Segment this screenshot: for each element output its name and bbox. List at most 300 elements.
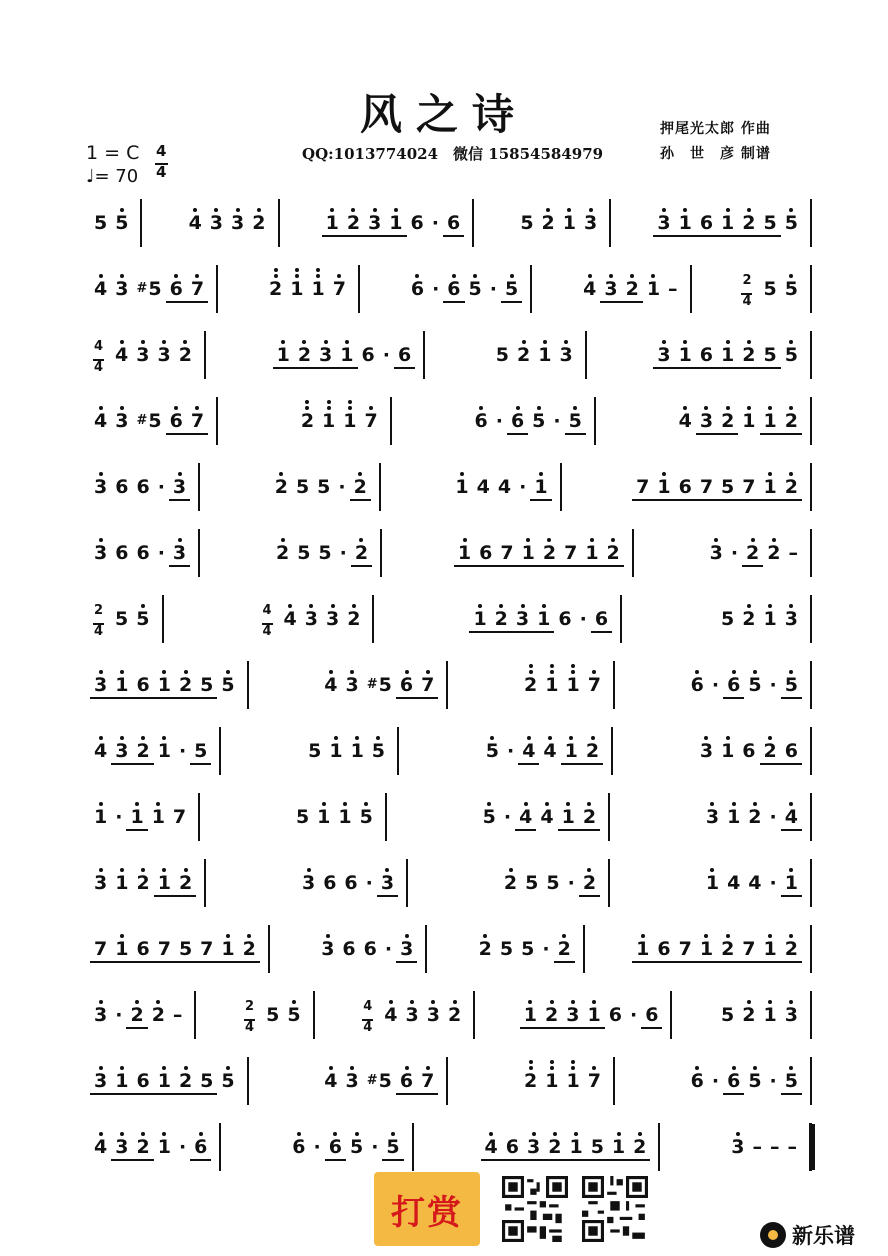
note: 3 — [111, 1136, 132, 1158]
measure — [312, 1057, 448, 1105]
note: 6 — [407, 278, 428, 300]
note: 1 — [702, 872, 723, 894]
note: 2 — [603, 542, 624, 564]
note: 1 — [760, 938, 781, 960]
beamed-group — [132, 938, 174, 963]
note: 1 — [347, 740, 368, 762]
measure — [512, 661, 615, 709]
beamed-group — [539, 542, 581, 567]
score-line — [82, 520, 812, 586]
note-group — [90, 278, 166, 300]
note: 3 — [377, 872, 398, 894]
note-group — [696, 740, 760, 762]
measure — [82, 661, 249, 709]
dash-mark: – — [787, 1136, 797, 1158]
note: 7 — [200, 938, 214, 960]
note: 1 — [533, 608, 554, 630]
note: 6 — [396, 674, 417, 696]
note: 6 — [505, 1136, 519, 1158]
note: 1 — [217, 938, 238, 960]
time-signature: $\frac{2}{4}$ — [94, 603, 104, 639]
measure — [289, 397, 392, 445]
note: 4 — [781, 806, 802, 828]
note: 1 — [318, 410, 339, 432]
measure — [264, 529, 382, 577]
score-line — [82, 322, 812, 388]
note: 7 — [417, 1070, 438, 1092]
dot-mark: · — [769, 1070, 777, 1092]
note-group — [217, 674, 238, 696]
note: 2 — [582, 740, 603, 762]
measure — [462, 397, 595, 445]
note-group — [781, 344, 802, 366]
beamed-group — [632, 476, 674, 501]
note-group — [90, 542, 169, 564]
note: 5 — [346, 1136, 367, 1158]
beamed-group — [561, 740, 603, 765]
measure — [250, 595, 374, 643]
key-signature: 1 = C — [86, 142, 140, 164]
note: 5 — [546, 872, 560, 894]
note: 2 — [444, 1004, 465, 1026]
beamed-group — [565, 1136, 607, 1161]
note-group — [346, 1136, 382, 1158]
note: 5 — [283, 1004, 304, 1026]
beamed-group — [675, 476, 717, 501]
note: 4 — [481, 1136, 502, 1158]
beamed-group — [742, 542, 763, 567]
note-group — [292, 806, 377, 828]
note-group — [280, 608, 365, 630]
note: 5 — [482, 740, 503, 762]
score-line — [82, 652, 812, 718]
dot-mark: · — [431, 212, 439, 234]
note: 3 — [653, 344, 674, 366]
note: 2 — [475, 938, 496, 960]
dot-mark: · — [519, 476, 527, 498]
note: 3 — [317, 938, 338, 960]
composer-credit: 押尾光太郎 作曲 — [660, 121, 771, 137]
note: 1 — [313, 806, 334, 828]
note: 6 — [397, 344, 412, 366]
note: 1 — [273, 344, 294, 366]
note-group — [317, 938, 396, 960]
measure — [82, 265, 218, 313]
note: 5 — [295, 476, 310, 498]
note: 1 — [563, 674, 584, 696]
beamed-group — [781, 1070, 802, 1095]
beamed-group — [273, 344, 315, 369]
note: 4 — [748, 872, 762, 894]
note: 4 — [539, 740, 560, 762]
note: 7 — [187, 410, 208, 432]
note: 2 — [297, 410, 318, 432]
note: 6 — [443, 278, 464, 300]
time-signature: $\frac{4}{4}$ — [363, 999, 373, 1035]
note-group — [475, 938, 554, 960]
note: 5 — [111, 212, 132, 234]
note: 6 — [136, 938, 150, 960]
beamed-group — [608, 1136, 650, 1161]
note: 4 — [579, 278, 600, 300]
beamed-group — [738, 212, 780, 237]
measure — [443, 463, 561, 511]
note: 1 — [541, 674, 562, 696]
score-line — [82, 454, 812, 520]
note: 5 — [200, 674, 214, 696]
note: 6 — [594, 608, 609, 630]
note: 6 — [723, 1070, 744, 1092]
qr-code-icon — [502, 1176, 568, 1242]
note: 1 — [111, 938, 132, 960]
note: 5 — [744, 674, 765, 696]
note-group — [528, 410, 564, 432]
beamed-group — [738, 344, 780, 369]
note: 6 — [342, 938, 356, 960]
note: 6 — [742, 740, 756, 762]
transcriber-credit: 孙 世 彦 制谱 — [660, 146, 771, 162]
note-group — [781, 212, 802, 234]
note: 4 — [90, 410, 111, 432]
note: 2 — [717, 938, 738, 960]
note: 1 — [339, 410, 360, 432]
dot-mark: · — [542, 938, 550, 960]
note: 4 — [476, 476, 490, 498]
note: 6 — [323, 872, 337, 894]
note: 7 — [742, 476, 756, 498]
note: 7 — [699, 476, 714, 498]
beamed-group — [396, 674, 438, 699]
measure — [309, 925, 427, 973]
note-group — [717, 1004, 802, 1026]
note: 3 — [315, 344, 336, 366]
measure — [233, 991, 315, 1039]
beamed-group — [558, 806, 600, 831]
score-line — [82, 784, 812, 850]
note-group — [320, 674, 396, 696]
note: 6 — [115, 542, 129, 564]
measure — [709, 991, 812, 1039]
score-line — [82, 586, 812, 652]
note: 3 — [781, 1004, 802, 1026]
note: 1 — [307, 278, 328, 300]
note: 5 — [763, 344, 777, 366]
beamed-group — [90, 674, 132, 699]
dash-mark: – — [788, 542, 798, 564]
note: 2 — [513, 344, 534, 366]
note-group — [579, 278, 600, 300]
note-group — [90, 476, 169, 498]
beamed-group — [781, 674, 802, 699]
note: 1 — [653, 476, 674, 498]
measure — [645, 331, 812, 379]
beamed-group — [364, 212, 406, 237]
note: 3 — [727, 1136, 748, 1158]
beamed-group — [166, 410, 208, 435]
time-sig-denominator: 4 — [156, 163, 167, 181]
note: 1 — [111, 1070, 132, 1092]
note-group — [148, 1004, 187, 1026]
dot-mark: · — [178, 1136, 187, 1158]
dot-mark: · — [178, 740, 187, 762]
dot-mark: · — [157, 542, 165, 564]
note: 3 — [562, 1004, 583, 1026]
note: 3 — [111, 410, 132, 432]
beamed-group — [518, 740, 539, 765]
note: 2 — [760, 740, 781, 762]
measure — [473, 1123, 661, 1171]
note-group — [380, 1004, 465, 1026]
note-group — [271, 476, 350, 498]
note: 5 — [565, 410, 586, 432]
note: 5 — [525, 872, 539, 894]
beamed-group — [394, 344, 415, 369]
note: 5 — [194, 740, 208, 762]
note: 6 — [115, 476, 129, 498]
beamed-group — [190, 1136, 211, 1161]
note: 3 — [154, 344, 175, 366]
beamed-group — [696, 344, 738, 369]
note: 7 — [584, 674, 605, 696]
note: 3 — [90, 1004, 111, 1026]
measure — [474, 727, 613, 775]
note-group — [451, 476, 530, 498]
score-line — [82, 1114, 812, 1180]
dash-mark: – — [172, 1004, 183, 1026]
note-group — [687, 674, 723, 696]
note: 4 — [280, 608, 301, 630]
note: 6 — [136, 1070, 150, 1092]
note: 6 — [558, 608, 572, 630]
note: 1 — [581, 542, 602, 564]
beamed-group — [377, 872, 398, 897]
note: 1 — [760, 476, 781, 498]
beamed-group — [175, 1070, 217, 1095]
measure — [694, 793, 812, 841]
note: 2 — [343, 608, 364, 630]
measure — [82, 397, 218, 445]
note: 7 — [678, 938, 692, 960]
beamed-group — [565, 410, 586, 435]
beamed-group — [675, 938, 717, 963]
note-group — [304, 740, 389, 762]
note: 3 — [401, 1004, 422, 1026]
note: #5 — [366, 1070, 392, 1092]
measure — [257, 265, 360, 313]
beamed-group — [315, 344, 357, 369]
beamed-group — [507, 410, 528, 435]
note-group — [272, 542, 351, 564]
note: 5 — [382, 1136, 403, 1158]
beamed-group — [322, 212, 364, 237]
beamed-group — [554, 938, 575, 963]
note: 5 — [297, 542, 311, 564]
note: 2 — [738, 608, 759, 630]
note: 2 — [175, 872, 196, 894]
note: 1 — [154, 872, 175, 894]
reward-button[interactable]: 打赏 — [374, 1172, 480, 1246]
note: 3 — [90, 872, 111, 894]
note-group — [706, 542, 742, 564]
note-group — [687, 1070, 723, 1092]
brand-logo — [760, 1220, 855, 1250]
note-group — [760, 278, 802, 300]
beamed-group — [443, 212, 464, 237]
note: 6 — [657, 938, 671, 960]
measure — [571, 265, 691, 313]
note: 5 — [721, 1004, 735, 1026]
note-group — [407, 278, 443, 300]
beamed-group — [760, 410, 802, 435]
measure — [82, 727, 221, 775]
score-line — [82, 982, 812, 1048]
note: 6 — [344, 872, 358, 894]
note: 5 — [501, 278, 522, 300]
beamed-group — [217, 938, 259, 963]
note: 1 — [334, 806, 355, 828]
note: 7 — [329, 278, 350, 300]
beamed-group — [760, 740, 802, 765]
note: 1 — [336, 344, 357, 366]
dot-mark: · — [432, 278, 440, 300]
tempo-marking — [86, 167, 138, 187]
note: 1 — [154, 1070, 175, 1092]
beamed-group — [530, 476, 551, 501]
measure — [719, 1123, 812, 1171]
beamed-group — [154, 872, 196, 897]
dot-mark: · — [338, 476, 346, 498]
note: 2 — [271, 476, 292, 498]
note: 7 — [172, 806, 187, 828]
note: 4 — [320, 674, 341, 696]
note: 1 — [632, 938, 653, 960]
beamed-group — [175, 938, 217, 963]
note: 6 — [723, 674, 744, 696]
beamed-group — [696, 410, 738, 435]
note: 2 — [579, 872, 600, 894]
measure — [177, 199, 280, 247]
note: 1 — [675, 344, 696, 366]
note: 2 — [781, 938, 802, 960]
dot-mark: · — [730, 542, 739, 564]
note-group — [520, 1070, 605, 1092]
note: 2 — [132, 1136, 153, 1158]
note: 2 — [175, 344, 196, 366]
note: 3 — [322, 608, 343, 630]
measure — [263, 463, 381, 511]
note-group — [154, 740, 190, 762]
note: 1 — [154, 674, 175, 696]
beamed-group — [396, 1070, 438, 1095]
beamed-group — [520, 1004, 562, 1029]
note: 5 — [495, 344, 510, 366]
note-group — [111, 608, 153, 630]
note-group — [320, 1070, 396, 1092]
measure — [82, 199, 142, 247]
note: 5 — [318, 542, 332, 564]
note: 3 — [90, 674, 111, 696]
beamed-group — [126, 1004, 147, 1029]
note-group — [539, 740, 560, 762]
beamed-group — [581, 542, 623, 567]
quarter-note-icon: ♩ — [86, 166, 95, 187]
note-group — [90, 806, 126, 828]
beamed-group — [469, 608, 511, 633]
note: 1 — [696, 938, 717, 960]
note: 1 — [561, 740, 582, 762]
measure — [667, 397, 812, 445]
dot-mark: · — [567, 872, 575, 894]
note: 1 — [518, 542, 539, 564]
note: 6 — [645, 1004, 659, 1026]
beamed-group — [190, 740, 211, 765]
beamed-group — [579, 872, 600, 897]
dot-mark: · — [503, 806, 512, 828]
measure — [314, 199, 475, 247]
note: 6 — [479, 542, 493, 564]
note: 1 — [541, 1070, 562, 1092]
note: 3 — [206, 212, 227, 234]
note: 2 — [738, 1004, 759, 1026]
dot-mark: · — [339, 542, 347, 564]
note: 6 — [608, 1004, 622, 1026]
note: 5 — [266, 1004, 280, 1026]
measure — [679, 661, 812, 709]
note: 2 — [781, 410, 802, 432]
measure — [512, 991, 673, 1039]
note-group — [763, 542, 802, 564]
note: 6 — [288, 1136, 309, 1158]
dot-mark: · — [365, 872, 373, 894]
note: 4 — [90, 1136, 111, 1158]
beamed-group — [501, 278, 522, 303]
note: 1 — [760, 1004, 781, 1026]
note: 6 — [190, 1136, 211, 1158]
beamed-group — [111, 1136, 153, 1161]
note: 7 — [417, 674, 438, 696]
beamed-group — [760, 476, 802, 501]
note-group — [520, 674, 605, 696]
dot-mark: · — [115, 1004, 123, 1026]
measure — [82, 1123, 221, 1171]
note-group — [358, 344, 394, 366]
dot-mark: · — [313, 1136, 321, 1158]
measure — [82, 793, 200, 841]
note: 6 — [166, 278, 187, 300]
beamed-group — [781, 806, 802, 831]
note: 5 — [465, 278, 486, 300]
measure — [312, 661, 448, 709]
note: 4 — [536, 806, 557, 828]
note: 3 — [512, 608, 533, 630]
note: 3 — [364, 212, 385, 234]
dash-mark: – — [770, 1136, 780, 1158]
note: 2 — [132, 740, 153, 762]
note: 2 — [763, 542, 784, 564]
note: #5 — [136, 410, 162, 432]
dot-mark: · — [371, 1136, 379, 1158]
note: 5 — [368, 740, 389, 762]
note: 3 — [423, 1004, 444, 1026]
note: 2 — [738, 212, 759, 234]
note: 2 — [538, 212, 559, 234]
tempo-value: = 70 — [94, 166, 139, 187]
dot-mark: · — [384, 938, 393, 960]
beamed-group — [126, 806, 147, 831]
note: 4 — [380, 1004, 401, 1026]
beamed-group — [90, 938, 132, 963]
beamed-group — [90, 1070, 132, 1095]
